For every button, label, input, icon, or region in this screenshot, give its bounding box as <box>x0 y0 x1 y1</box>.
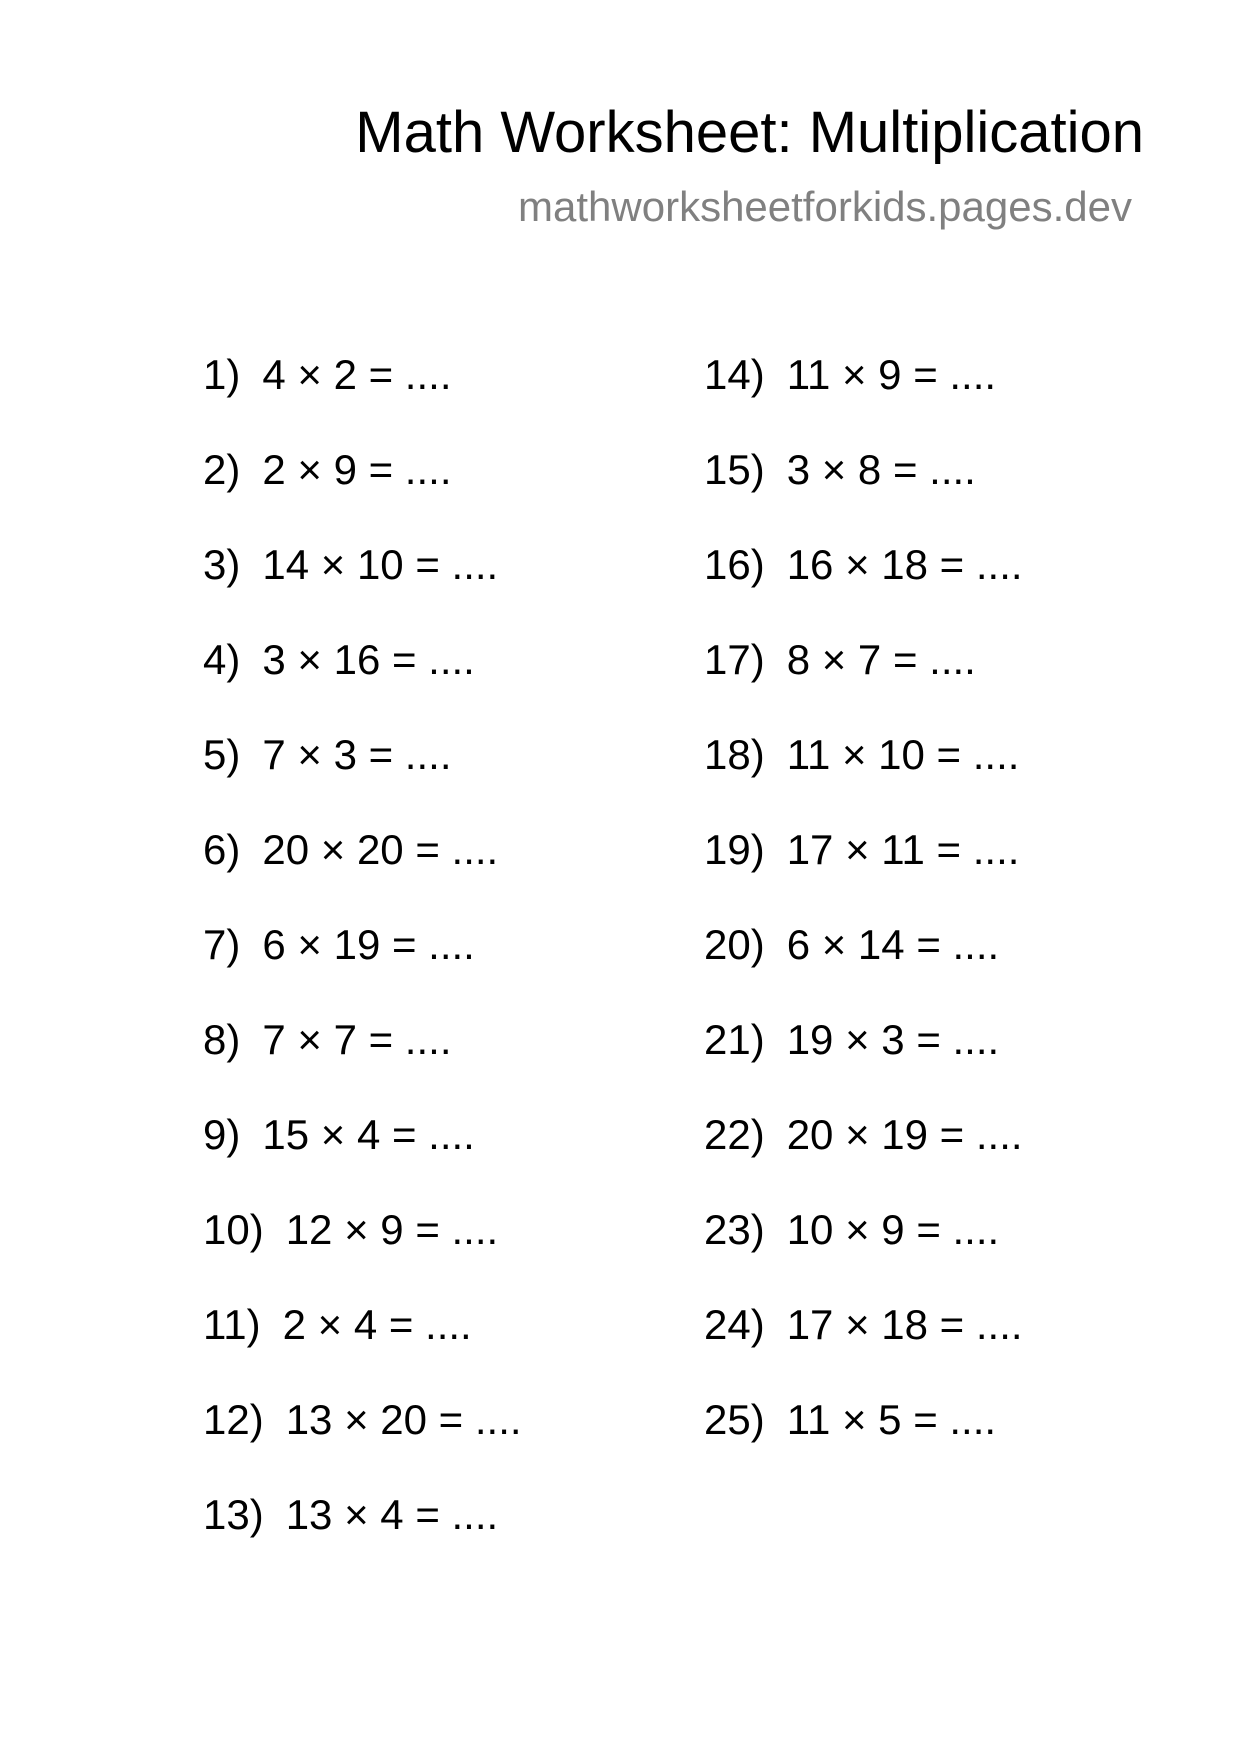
problem-number: 8) <box>203 1016 241 1063</box>
problem-item <box>203 920 475 970</box>
problem-expression: 12 × 9 = .... <box>285 1206 499 1253</box>
problem-item <box>203 445 451 495</box>
problem-item <box>203 1300 472 1350</box>
problem-expression: 16 × 18 = .... <box>786 541 1023 588</box>
problem-item <box>203 540 498 590</box>
problem-expression: 10 × 9 = .... <box>786 1206 1000 1253</box>
page-title: Math Worksheet: Multiplication <box>355 100 1144 165</box>
problem-item <box>704 445 976 495</box>
problem-number: 22) <box>704 1111 765 1158</box>
problem-expression: 11 × 5 = .... <box>786 1396 997 1443</box>
problem-item <box>704 825 1019 875</box>
problem-item <box>203 635 475 685</box>
problem-item <box>203 350 451 400</box>
problem-expression: 11 × 9 = .... <box>786 351 997 398</box>
problem-item <box>704 730 1019 780</box>
problem-item <box>704 920 999 970</box>
problem-number: 9) <box>203 1111 241 1158</box>
problem-expression: 13 × 4 = .... <box>285 1491 499 1538</box>
problem-expression: 20 × 20 = .... <box>262 826 499 873</box>
problem-expression: 3 × 8 = .... <box>786 446 976 493</box>
problem-expression: 7 × 7 = .... <box>262 1016 452 1063</box>
problem-number: 7) <box>203 921 241 968</box>
problem-number: 6) <box>203 826 241 873</box>
problem-item <box>704 1300 1023 1350</box>
problem-expression: 11 × 10 = .... <box>786 731 1020 778</box>
problem-item <box>203 730 451 780</box>
problem-number: 15) <box>704 446 765 493</box>
problem-number: 14) <box>704 351 765 398</box>
problem-number: 11) <box>203 1301 261 1348</box>
problem-item <box>203 1490 498 1540</box>
problem-item <box>704 1015 999 1065</box>
problem-number: 3) <box>203 541 241 588</box>
problem-expression: 4 × 2 = .... <box>262 351 452 398</box>
problem-item <box>704 1395 996 1445</box>
problem-number: 12) <box>203 1396 264 1443</box>
problem-number: 19) <box>704 826 765 873</box>
problem-item <box>704 350 996 400</box>
problem-expression: 3 × 16 = .... <box>262 636 475 683</box>
problem-item <box>704 635 976 685</box>
problem-number: 23) <box>704 1206 765 1253</box>
problem-expression: 20 × 19 = .... <box>786 1111 1023 1158</box>
problem-expression: 8 × 7 = .... <box>786 636 976 683</box>
problem-number: 24) <box>704 1301 765 1348</box>
problem-item <box>704 540 1023 590</box>
problem-number: 16) <box>704 541 765 588</box>
problem-item <box>704 1205 999 1255</box>
problem-expression: 2 × 4 = .... <box>282 1301 472 1348</box>
site-url: mathworksheetforkids.pages.dev <box>518 183 1132 230</box>
problem-number: 10) <box>203 1206 264 1253</box>
problem-number: 1) <box>203 351 241 398</box>
problem-number: 20) <box>704 921 765 968</box>
problem-number: 4) <box>203 636 241 683</box>
problem-expression: 7 × 3 = .... <box>262 731 452 778</box>
problem-expression: 19 × 3 = .... <box>786 1016 1000 1063</box>
problem-item <box>203 825 498 875</box>
problem-item <box>203 1015 451 1065</box>
problem-number: 13) <box>203 1491 264 1538</box>
problem-number: 2) <box>203 446 241 493</box>
problem-number: 21) <box>704 1016 765 1063</box>
problem-number: 5) <box>203 731 241 778</box>
problem-expression: 15 × 4 = .... <box>262 1111 475 1158</box>
problem-expression: 17 × 11 = .... <box>786 826 1020 873</box>
problem-expression: 2 × 9 = .... <box>262 446 452 493</box>
problem-item <box>704 1110 1023 1160</box>
problem-number: 18) <box>704 731 765 778</box>
problem-expression: 17 × 18 = .... <box>786 1301 1023 1348</box>
problem-expression: 14 × 10 = .... <box>262 541 499 588</box>
problem-expression: 6 × 19 = .... <box>262 921 475 968</box>
problem-expression: 13 × 20 = .... <box>285 1396 522 1443</box>
problem-item <box>203 1205 498 1255</box>
problem-number: 25) <box>704 1396 765 1443</box>
problem-item <box>203 1395 522 1445</box>
problem-item <box>203 1110 475 1160</box>
problem-number: 17) <box>704 636 765 683</box>
problem-expression: 6 × 14 = .... <box>786 921 1000 968</box>
